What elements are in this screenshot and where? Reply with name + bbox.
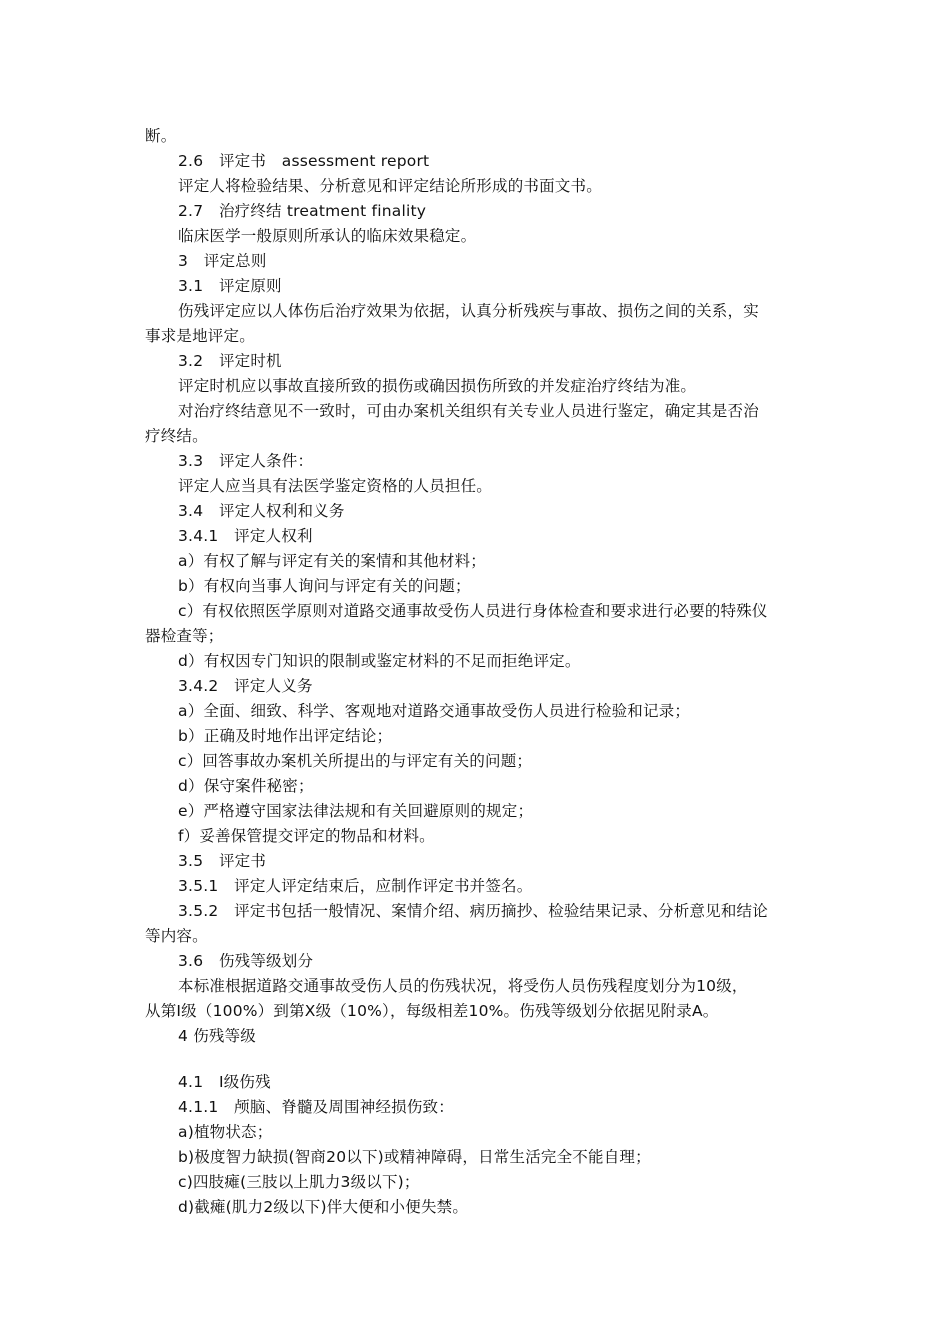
text-line: 对治疗终结意见不一致时，可由办案机关组织有关专业人员进行鉴定，确定其是否治 [178,402,759,420]
section-heading-3-4-2: 3.4.2 评定人义务 [178,677,313,695]
section-heading-3-5-2: 3.5.2 评定书包括一般情况、案情介绍、病历摘抄、检验结果记录、分析意见和结论 [178,902,768,920]
list-item: d）保守案件秘密； [178,777,314,795]
section-heading-3: 3 评定总则 [178,252,267,270]
section-heading-4: 4 伤残等级 [178,1027,256,1045]
text-line: 等内容。 [145,927,208,945]
section-heading-3-3: 3.3 评定人条件： [178,452,314,470]
text-line: 评定人将检验结果、分析意见和评定结论所形成的书面文书。 [178,177,602,195]
list-item: a）有权了解与评定有关的案情和其他材料； [178,552,486,570]
section-heading-3-6: 3.6 伤残等级划分 [178,952,314,970]
list-item: c）回答事故办案机关所提出的与评定有关的问题； [178,752,533,770]
section-heading-4-1: 4.1 Ⅰ级伤残 [178,1073,271,1091]
list-item: c)四肢瘫(三肢以上肌力3级以下)； [178,1173,420,1191]
list-item: d)截瘫(肌力2级以下)伴大便和小便失禁。 [178,1198,469,1216]
list-item: c）有权依照医学原则对道路交通事故受伤人员进行身体检查和要求进行必要的特殊仪 [178,602,768,620]
section-heading-3-1: 3.1 评定原则 [178,277,282,295]
section-heading-2-7: 2.7 治疗终结 treatment finality [178,202,427,220]
text-line: 事求是地评定。 [145,327,255,345]
section-heading-4-1-1: 4.1.1 颅脑、脊髓及周围神经损伤致： [178,1098,454,1116]
list-item: b）正确及时地作出评定结论； [178,727,393,745]
list-item: b)极度智力缺损(智商20以下)或精神障碍，日常生活完全不能自理； [178,1148,651,1166]
list-item: a)植物状态； [178,1123,273,1141]
text-line: 器检查等； [145,627,224,645]
section-heading-3-4-1: 3.4.1 评定人权利 [178,527,313,545]
list-item: a）全面、细致、科学、客观地对道路交通事故受伤人员进行检验和记录； [178,702,691,720]
list-item: d）有权因专门知识的限制或鉴定材料的不足而拒绝评定。 [178,652,581,670]
text-line: 伤残评定应以人体伤后治疗效果为依据，认真分析残疾与事故、损伤之间的关系，实 [178,302,759,320]
section-heading-3-5-1: 3.5.1 评定人评定结束后，应制作评定书并签名。 [178,877,533,895]
text-line: 本标准根据道路交通事故受伤人员的伤残状况，将受伤人员伤残程度划分为10级， [178,977,748,995]
section-heading-3-2: 3.2 评定时机 [178,352,282,370]
list-item: b）有权向当事人询问与评定有关的问题； [178,577,471,595]
section-heading-2-6: 2.6 评定书 assessment report [178,152,430,170]
section-heading-3-4: 3.4 评定人权利和义务 [178,502,345,520]
list-item: e）严格遵守国家法律法规和有关回避原则的规定； [178,802,534,820]
text-line: 从第Ⅰ级（100%）到第Ⅹ级（10%），每级相差10%。伤残等级划分依据见附录A。 [145,1002,719,1020]
list-item: f）妥善保管提交评定的物品和材料。 [178,827,435,845]
text-line: 评定时机应以事故直接所致的损伤或确因损伤所致的并发症治疗终结为准。 [178,377,697,395]
text-line: 疗终结。 [145,427,208,445]
text-line: 断。 [145,127,177,145]
text-line: 评定人应当具有法医学鉴定资格的人员担任。 [178,477,493,495]
text-line: 临床医学一般原则所承认的临床效果稳定。 [178,227,477,245]
section-heading-3-5: 3.5 评定书 [178,852,267,870]
